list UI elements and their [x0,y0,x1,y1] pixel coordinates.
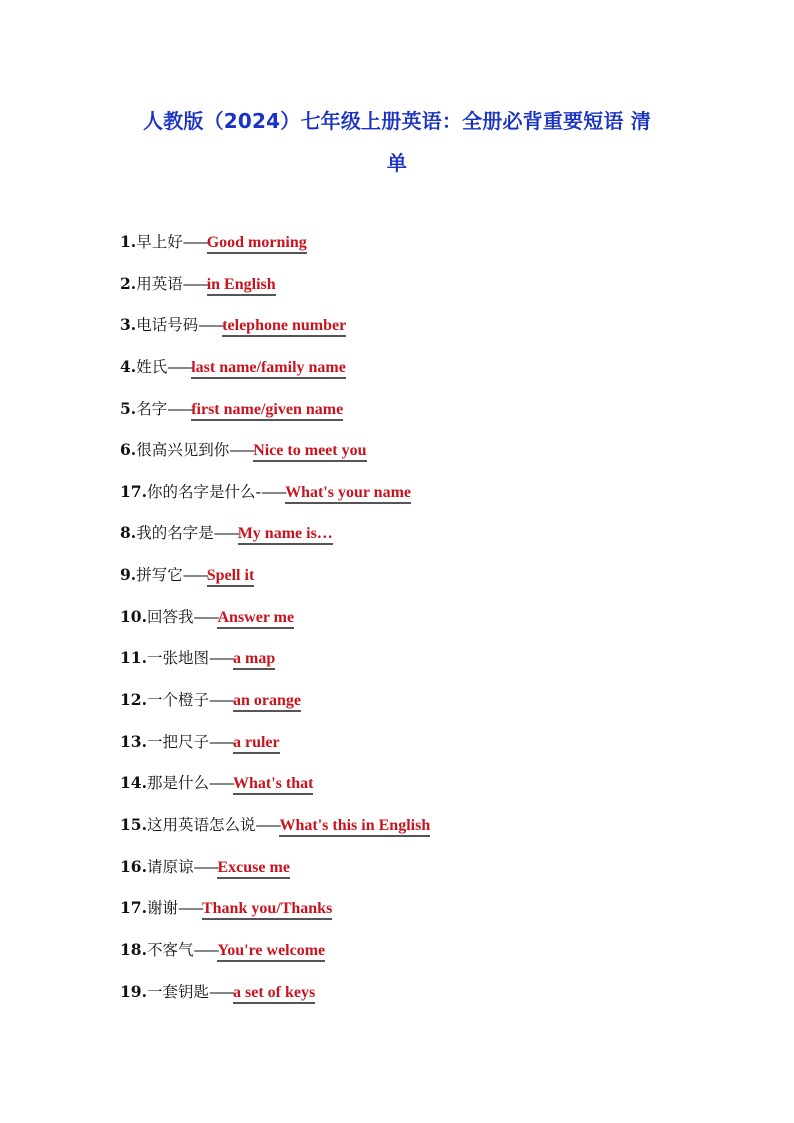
item-separator: —— [208,776,233,793]
item-separator: —— [255,817,280,834]
item-number: 3. [120,315,137,335]
item-english: What's that [233,775,313,795]
item-number: 6. [120,440,137,460]
item-chinese: 一套钥匙 [146,982,209,1001]
item-separator: —— [208,734,233,751]
item-chinese: 一张地图 [146,649,209,668]
item-chinese: 请原谅 [146,857,194,876]
item-separator: —— [208,984,233,1001]
item-english: in English [207,276,276,296]
item-english: last name/family name [191,359,346,379]
item-separator: —— [229,443,254,460]
item-separator: —— [208,651,233,668]
item-number: 17. [120,898,147,918]
phrase-item [120,642,720,684]
item-separator: —— [213,526,238,543]
item-english: Excuse me [217,859,289,879]
phrase-list [120,226,720,1017]
item-chinese: 回答我 [146,607,194,626]
item-number: 9. [120,565,137,585]
phrase-item [120,309,720,351]
item-chinese: 一把尺子 [146,732,209,751]
item-english: a map [233,650,275,670]
item-english: Good morning [207,234,307,254]
item-separator: —— [261,484,286,501]
item-number: 13. [120,731,147,751]
phrase-item [120,434,720,476]
phrase-item [120,976,720,1018]
item-number: 17. [120,481,147,501]
phrase-item [120,476,720,518]
item-english: telephone number [222,317,346,337]
item-chinese: 拼写它 [136,566,183,585]
item-english: Spell it [207,567,255,587]
item-separator: —— [198,318,223,335]
item-separator: —— [193,942,218,959]
item-number: 1. [120,232,137,251]
item-english: Answer me [217,609,294,629]
item-separator: —— [193,609,218,626]
item-number: 2. [120,273,137,293]
phrase-item [120,851,720,893]
item-chinese: 我的名字是 [136,524,214,543]
phrase-item [120,559,720,601]
document-title [120,100,674,184]
item-number: 4. [120,356,137,376]
item-english: Thank you/Thanks [202,900,332,920]
item-separator: —— [167,401,192,418]
phrase-item [120,601,720,643]
item-chinese: 早上好 [136,233,183,251]
item-separator: —— [167,359,192,376]
phrase-item [120,934,720,976]
item-chinese: 你的名字是什么- [146,482,262,501]
item-separator: —— [193,859,218,876]
item-chinese: 不客气 [146,940,194,959]
item-chinese: 谢谢 [146,899,178,918]
item-english: What's your name [285,484,411,504]
phrase-item [120,892,720,934]
item-english: My name is… [238,525,333,545]
item-chinese: 电话号码 [136,316,199,335]
item-number: 16. [120,856,147,876]
item-chinese: 用英语 [136,274,183,293]
item-english: Nice to meet you [253,442,366,462]
item-chinese: 那是什么 [146,774,209,793]
item-number: 14. [120,773,147,793]
item-number: 18. [120,939,147,959]
item-english: You're welcome [217,942,325,962]
item-number: 12. [120,690,147,710]
item-separator: —— [208,693,233,710]
item-separator: —— [182,568,207,585]
item-number: 15. [120,814,147,834]
item-number: 5. [120,398,137,418]
item-english: a set of keys [233,984,315,1004]
item-number: 19. [120,981,147,1001]
item-chinese: 一个橙子 [146,691,209,710]
item-number: 11. [120,648,147,668]
phrase-item [120,726,720,768]
item-chinese: 这用英语怎么说 [146,815,256,834]
item-number: 8. [120,523,137,543]
item-number: 10. [120,606,147,626]
item-separator: —— [182,276,207,293]
item-separator: —— [177,901,202,918]
item-english: an orange [233,692,301,712]
phrase-item [120,517,720,559]
phrase-item [120,684,720,726]
phrase-item [120,393,720,435]
item-separator: —— [182,235,207,251]
item-chinese: 姓氏 [136,357,168,376]
item-english: first name/given name [191,401,343,421]
item-chinese: 很高兴见到你 [136,441,230,460]
title-line-1: 人教版（2024）七年级上册英语：全册必背重要短语 清 [142,109,652,133]
phrase-item [120,226,720,268]
item-english: a ruler [233,734,280,754]
phrase-item [120,268,720,310]
item-english: What's this in English [279,817,430,837]
phrase-item [120,351,720,393]
item-chinese: 名字 [136,399,168,418]
phrase-item [120,809,720,851]
phrase-item [120,767,720,809]
title-line-2: 单 [386,151,408,175]
